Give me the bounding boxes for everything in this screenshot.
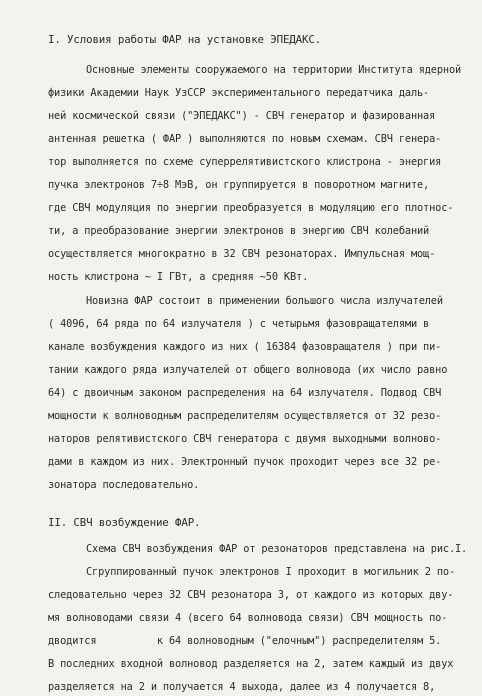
- paragraph-line: 64) с двоичным законом распределения на 64 излучателя. Подвод СВЧ: [48, 387, 442, 399]
- paragraph-line: наторов релятивистского СВЧ генератора с двумя выходными волново-: [48, 433, 442, 445]
- paragraph-line: Основные элементы сооружаемого на территории Института ядерной: [86, 64, 462, 76]
- paragraph-line: где СВЧ модуляция по энергии преобразуется в модуляцию его плотнос-: [48, 202, 454, 214]
- paragraph-line: дами в каждом из них. Электронный пучок проходит через все 32 ре-: [48, 456, 442, 468]
- paragraph-line: мя волноводами связи 4 (всего 64 волновода связи) СВЧ мощность по-: [48, 612, 448, 624]
- paragraph-line: физики Академии Наук УзССР экспериментального передатчика даль-: [48, 87, 430, 99]
- paragraph-line: ти, а преобразование энергии электронов в энергию СВЧ колебаний: [48, 225, 430, 237]
- paragraph-line: разделяется на 2 и получается 4 выхода, далее из 4 получается 8,: [48, 681, 436, 693]
- paragraph-line: Новизна ФАР состоит в применении большого числа излучателей: [86, 295, 443, 307]
- section-2-heading: II. СВЧ возбуждение ФАР.: [48, 516, 201, 529]
- paragraph-line: зонатора последовательно.: [48, 479, 200, 491]
- paragraph-line: мощности к волноводным распределителям осуществляется от 32 резо-: [48, 410, 442, 422]
- paragraph-line: тор выполняется по схеме суперрелятивистского клистрона - энергия: [48, 156, 442, 168]
- paragraph-line: В последних входной волновод разделяется на 2, затем каждый из двух: [48, 658, 454, 670]
- paragraph-line: тании каждого ряда излучателей от общего волновода (их число равно: [48, 364, 448, 376]
- paragraph-line: антенная решетка ( ФАР ) выполняются по новым схемам. СВЧ генера-: [48, 133, 442, 145]
- paragraph-line: следовательно через 32 СВЧ резонатора 3, от каждого из которых дву-: [48, 589, 454, 601]
- paragraph-line: ней космической связи ("ЭПЕДАКС") - СВЧ генератор и фазированная: [48, 110, 436, 122]
- paragraph-line: осуществляется многократно в 32 СВЧ резонаторах. Импульсная мощ-: [48, 248, 436, 260]
- paragraph-line: дводится к 64 волноводным ("елочным") распределителям 5.: [48, 635, 442, 647]
- paragraph-line: Схема СВЧ возбуждения ФАР от резонаторов представлена на рис.I.: [86, 543, 468, 555]
- section-1-heading: I. Условия работы ФАР на установке ЭПЕДАКС.: [48, 33, 322, 46]
- paragraph-line: Сгруппированный пучок электронов I проходит в могильник 2 по-: [86, 566, 456, 578]
- paragraph-line: пучка электронов 7÷8 МэВ, он группируется в поворотном магните,: [48, 179, 430, 191]
- paragraph-line: канале возбуждения каждого из них ( 16384 фазовращателя ) при пи-: [48, 341, 442, 353]
- paragraph-line: ность клистрона ~ I ГВт, а средняя ~50 КВт.: [48, 271, 309, 283]
- paragraph-line: ( 4096, 64 ряда по 64 излучателя ) с четырьмя фазовращателями в: [48, 318, 430, 330]
